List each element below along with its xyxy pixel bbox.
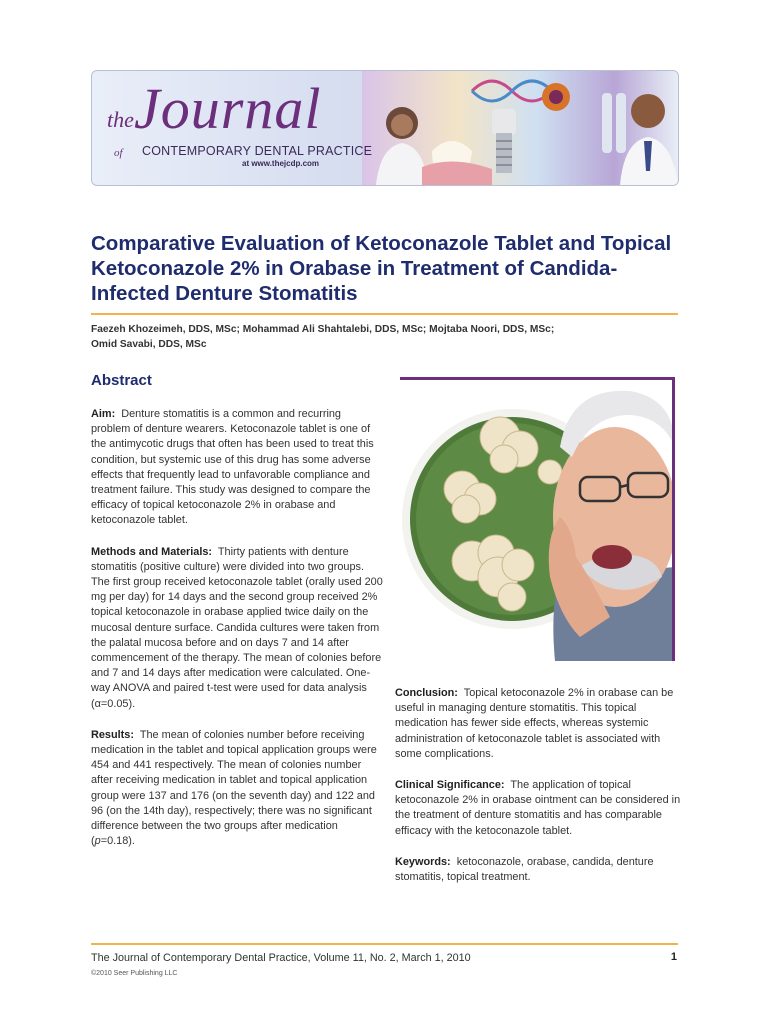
results-paragraph (91, 728, 383, 850)
methods-label: Methods and Materials: (91, 545, 213, 558)
copyright-notice: ©2010 Seer Publishing LLC (91, 970, 178, 977)
logo-url: at www.thejcdp.com (242, 159, 320, 168)
aim-label: Aim: (91, 408, 116, 420)
logo-journal-text: Journal (134, 76, 322, 141)
results-text-1: The mean of colonies number before receiving medication in the tablet and topical application groups were 454 and 441 respectively. The mean of colonies number after receiving medication in tablet and topical application group were 137 and 176 (on the seventh day) and 122 and 96 (on the 14th day), respectively; there was no significant difference between the two groups after medication ( (91, 728, 377, 848)
keywords-text: ketoconazole, orabase, candida, denture stomatitis, topical treatment. (395, 855, 654, 884)
conclusion-paragraph (395, 686, 681, 762)
denture-stomatitis-illustration (400, 377, 675, 661)
abstract-right-column (395, 686, 681, 901)
author-list (91, 322, 678, 352)
logo-subtitle: CONTEMPORARY DENTAL PRACTICE (142, 144, 373, 158)
methods-text: Thirty patients with denture stomatitis (positive culture) were divided into two groups. The first group received ketoconazole tablet (orally used 200 mg per day) for 14 days and the second group received 2% topical ketoconazole in orabase applied twice daily on the mucosal denture surface. Candida cultures were taken from the palatal mucosa before and on days 7 and 14 after commencement of the therapy. The mean of colonies before and 7 and 14 days after medication were calculated. One-way ANOVA and paired t-test were used for data analysis (α=0.05). (91, 545, 383, 710)
logo-the-text: the (107, 107, 134, 132)
footer-divider (91, 943, 678, 945)
banner-collage-image (362, 71, 678, 185)
abstract-left-column (91, 407, 383, 865)
aim-text: Denture stomatitis is a common and recurring problem of denture wearers. Ketoconazole tablet is one of the antimycotic drugs that often has been used to treat this condition, but systemic use of this drug has some adverse effects that frequently lead to unfavorable compliance and treatment failure. This study was designed to compare the efficacy of topical ketoconazole 2% in orabase and ketoconazole tablet. (91, 408, 374, 527)
aim-paragraph (91, 407, 383, 529)
footer-journal-citation: The Journal of Contemporary Dental Practice, Volume 11, No. 2, March 1, 2010 (91, 952, 471, 964)
author-line-1: Faezeh Khozeimeh, DDS, MSc; Mohammad Ali Shahtalebi, DDS, MSc; Mojtaba Noori, DDS, MSc; (91, 324, 555, 335)
journal-banner (91, 70, 679, 186)
man-with-candida-petri-dish-icon (400, 377, 675, 661)
results-p-symbol: p (94, 835, 101, 848)
page-number: 1 (670, 951, 677, 963)
abstract-heading: Abstract (91, 372, 152, 389)
methods-paragraph (91, 545, 383, 712)
logo-of-text: of (114, 147, 123, 159)
results-text-2: =0.18). (100, 835, 135, 848)
conclusion-text: Topical ketoconazole 2% in orabase can be useful in managing denture stomatitis. This topical medication has fewer side effects, whereas systemic administration of ketoconazole tablet is associated with some complications. (395, 687, 674, 760)
results-label: Results: (91, 728, 134, 741)
conclusion-label: Conclusion: (395, 687, 458, 699)
keywords-label: Keywords: (395, 855, 451, 868)
author-line-2: Omid Savabi, DDS, MSc (91, 339, 207, 350)
article-title: Comparative Evaluation of Ketoconazole Tablet and Topical Ketoconazole 2% in Orabase in Treatment of Candida-Infected Denture Stomatitis (91, 232, 672, 305)
keywords-paragraph (395, 855, 681, 885)
clinical-significance-text: The application of topical ketoconazole 2% in orabase ointment can be considered in the treatment of denture stomatitis and has comparable efficacy with the ketoconazole tablet. (395, 779, 681, 837)
banner-collage-icon (362, 71, 678, 185)
title-divider (91, 313, 678, 315)
clinical-significance-paragraph (395, 778, 681, 839)
clinical-significance-label: Clinical Significance: (395, 779, 505, 792)
